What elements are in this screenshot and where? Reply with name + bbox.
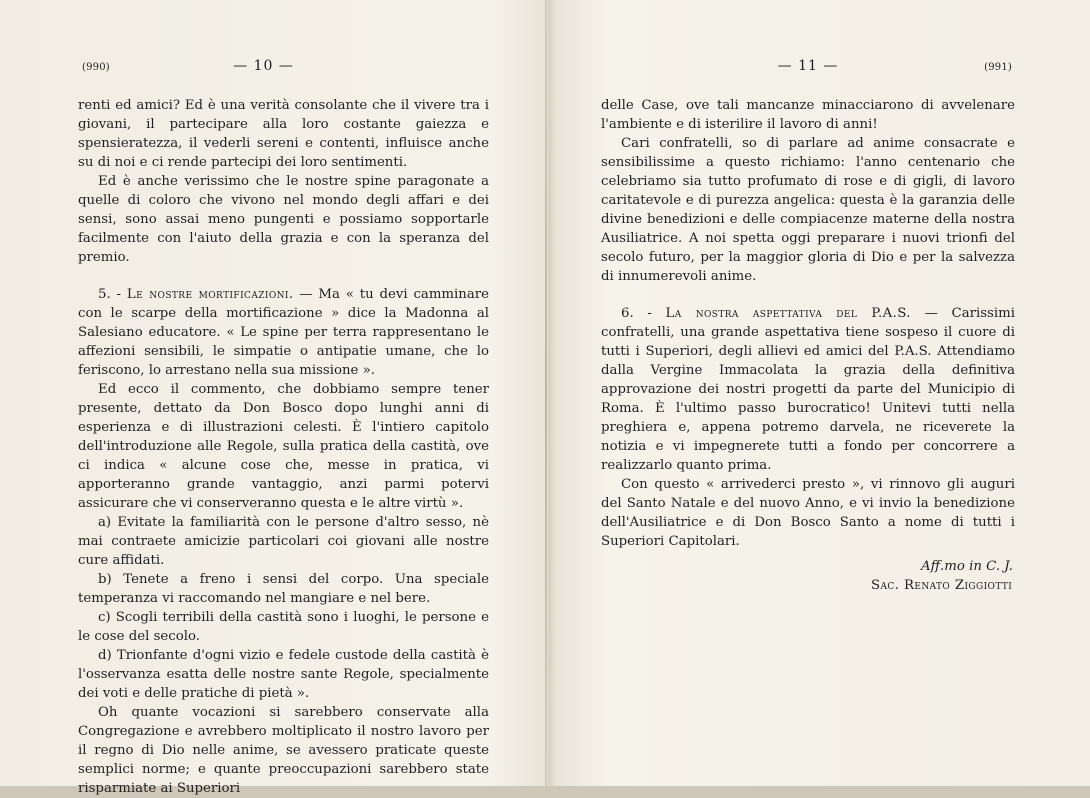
rule-a: a) Evitate la familiarità con le persone d'altro sesso, nè mai contraete amicizie particolari coi giovani alle nostre cure affidati.	[78, 515, 489, 568]
signoff-name	[871, 576, 1015, 595]
section-5-title: Le nostre mortificazioni.	[126, 287, 294, 302]
right-paragraph-1: delle Case, ove tali mancanze minacciarono di avvelenare l'ambiente e di isterilire il lavoro di anni!	[601, 98, 1015, 132]
section-5-paragraph	[78, 285, 489, 380]
signoff	[601, 557, 1015, 595]
section-6-title: La nostra aspettativa del P.A.S.	[665, 306, 911, 321]
rule-b: b) Tenete a freno i sensi del corpo. Una speciale temperanza vi raccomando nel mangiare e nel bere.	[78, 572, 489, 606]
right-fold-number: (991)	[984, 62, 1012, 73]
section-5-number: 5. -	[98, 287, 122, 302]
rule-c: c) Scogli terribili della castità sono i luoghi, le persone e le cose del secolo.	[78, 610, 489, 644]
closing-paragraph: Con questo « arrivederci presto », vi rinnovo gli auguri del Santo Natale e del nuovo Anno, e vi invio la benedizione dell'Ausiliatrice e di Don Bosco Santo a nome di tutti i Superiori Capitolari.	[601, 477, 1015, 549]
signoff-name-text: Sac. Renato Ziggiotti	[871, 578, 1013, 593]
right-page-header	[601, 58, 1015, 80]
section-5-text: — Ma « tu devi camminare con le scarpe della mortificazione » dice la Madonna al Salesiano educatore. « Le spine per terra rappresentano le affezioni sensibili, le simpatie o antipatie umane, che lo feriscono, lo arrestano nella sua missione ».	[78, 287, 490, 378]
rule-d: d) Trionfante d'ogni vizio e fedele custode della castità è l'osservanza esatta delle nostre sante Regole, specialmente dei voti e delle pratiche di pietà ».	[78, 648, 489, 701]
right-page	[545, 0, 1090, 786]
left-paragraph-1: renti ed amici? Ed è una verità consolante che il vivere tra i giovani, il partecipare alla loro costante gaiezza e spensieratezza, il vederli sereni e contenti, influisce anche su di noi e ci rende partecipi dei loro sentimenti.	[78, 98, 489, 170]
section-6-paragraph	[601, 304, 1015, 475]
left-page-header	[78, 58, 489, 80]
right-paragraph-2: Cari confratelli, so di parlare ad anime consacrate e sensibilissime a questo richiamo: l'anno centenario che celebriamo sia tutto profumato di rose e di gigli, di lavoro caritatevole e di purezza angelica: questa è la garanzia delle divine benedizioni e delle compiacenze materne della nostra Ausiliatrice. A noi spetta oggi preparare i nuovi trionfi del secolo futuro, per la maggior gloria di Dio e per la salvezza di innumerevoli anime.	[601, 136, 1015, 284]
left-fold-number: (990)	[82, 62, 110, 73]
section-6-text: — Carissimi confratelli, una grande aspettativa tiene sospeso il cuore di tutti i Superiori, degli allievi ed amici del P.A.S. Attendiamo dalla Vergine Immacolata la grazia della definitiva approvazione dei nostri progetti da parte del Municipio di Roma. È l'ultimo passo burocratico! Unitevi tutti nella preghiera e, appena potremo darvela, ne riceverete la notizia e vi impegnerete tutti a fondo per concorrere a realizzarlo quanto prima.	[601, 306, 1015, 473]
left-page-number: — 10 —	[233, 58, 294, 74]
section-6-number: 6. -	[621, 306, 652, 321]
left-page	[0, 0, 545, 796]
right-page-number: — 11 —	[777, 58, 839, 74]
left-paragraph-vocazioni: Oh quante vocazioni si sarebbero conservate alla Congregazione e avrebbero moltiplicato il nostro lavoro per il regno di Dio nelle anime, se avessero praticate queste semplici norme; e quante preoccupazioni sarebbero state risparmiate ai Superiori	[78, 705, 489, 796]
left-paragraph-2: Ed è anche verissimo che le nostre spine paragonate a quelle di coloro che vivono nel mondo degli affari e dei sensi, sono assai meno pungenti e possiamo sopportarle facilmente con l'aiuto della grazia e con la speranza del premio.	[78, 174, 489, 265]
signoff-greeting: Aff.mo in C. J.	[921, 559, 1013, 574]
left-paragraph-commento: Ed ecco il commento, che dobbiamo sempre tener presente, dettato da Don Bosco dopo lunghi anni di esperienza e di illustrazioni celesti. È l'intiero capitolo dell'introduzione alle Regole, sulla pratica della castità, ove ci indica « alcune cose che, messe in pratica, vi apporteranno grande vantaggio, anzi parmi potervi assicurare che vi conserveranno questa e le altre virtù ».	[78, 382, 489, 511]
